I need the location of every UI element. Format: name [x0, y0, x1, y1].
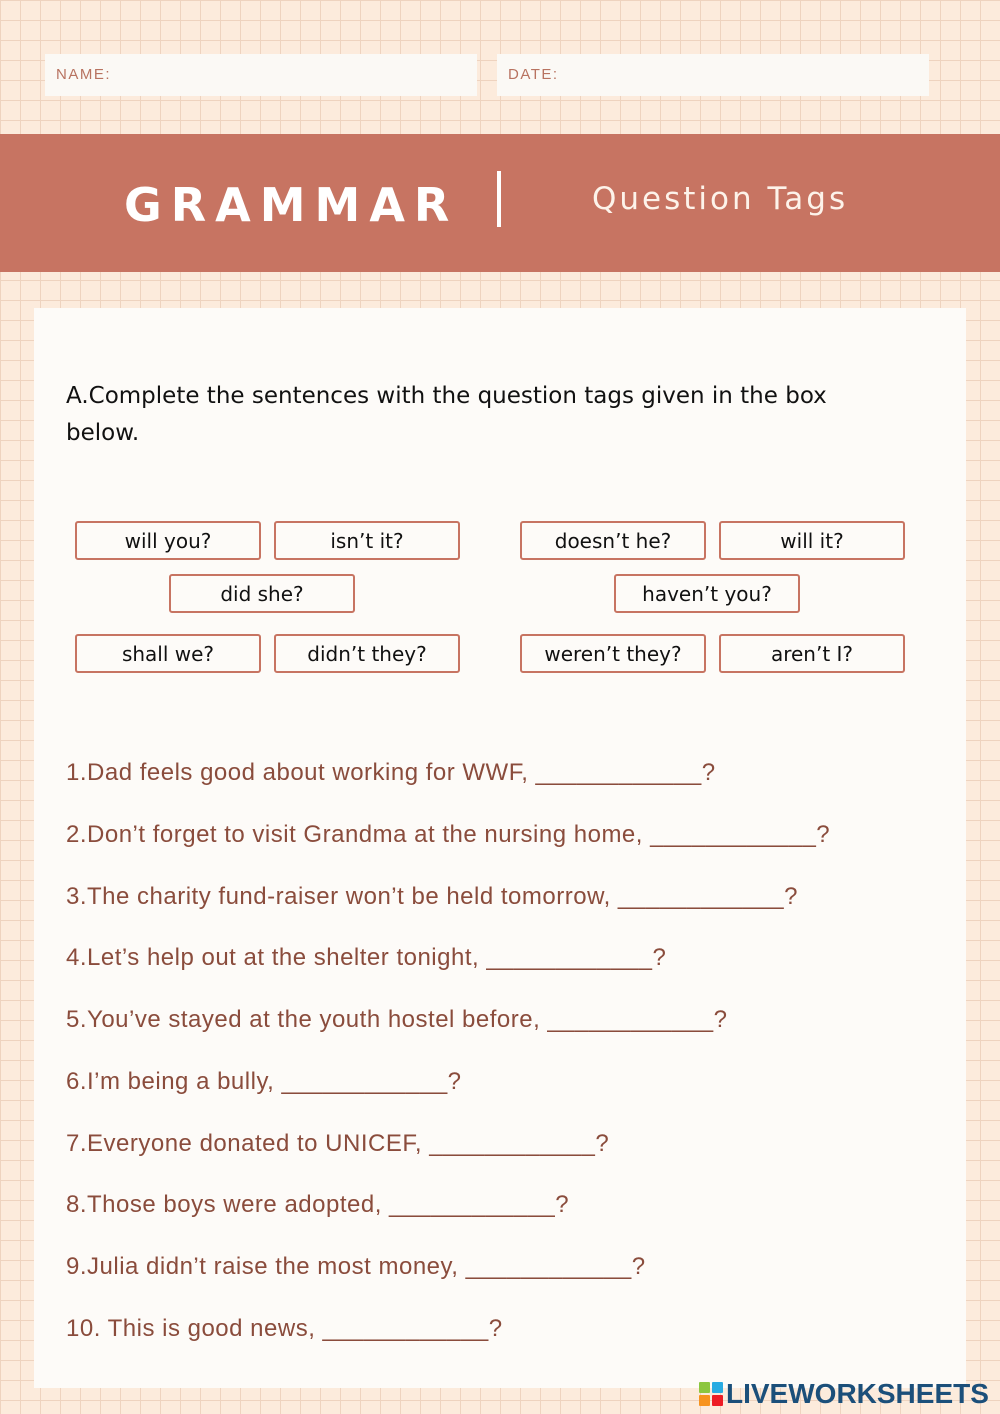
tag-option[interactable]: will you?	[75, 521, 261, 560]
question-item[interactable]: 4.Let’s help out at the shelter tonight, ____________?	[66, 944, 667, 971]
question-item[interactable]: 8.Those boys were adopted, ____________?	[66, 1191, 570, 1218]
question-item[interactable]: 7.Everyone donated to UNICEF, ____________?	[66, 1130, 610, 1157]
tag-option[interactable]: doesn’t he?	[520, 521, 706, 560]
exercise-instruction: A.Complete the sentences with the question tags given in the box below.	[66, 383, 827, 446]
watermark-text: LIVEWORKSHEETS	[726, 1378, 989, 1409]
tag-option[interactable]: will it?	[719, 521, 905, 560]
tag-option[interactable]: shall we?	[75, 634, 261, 673]
name-label: NAME:	[56, 66, 112, 83]
question-item[interactable]: 6.I’m being a bully, ____________?	[66, 1068, 462, 1095]
liveworksheets-logo-icon	[698, 1381, 724, 1407]
name-field[interactable]	[45, 54, 477, 96]
tag-option[interactable]: didn’t they?	[274, 634, 460, 673]
tag-option[interactable]: did she?	[169, 574, 355, 613]
tag-option[interactable]: weren’t they?	[520, 634, 706, 673]
tag-option[interactable]: haven’t you?	[614, 574, 800, 613]
question-item[interactable]: 3.The charity fund-raiser won’t be held tomorrow, ____________?	[66, 883, 798, 910]
banner-divider	[497, 171, 501, 227]
date-label: DATE:	[508, 66, 559, 83]
question-item[interactable]: 1.Dad feels good about working for WWF, ____________?	[66, 759, 716, 786]
question-item[interactable]: 5.You’ve stayed at the youth hostel before, ____________?	[66, 1006, 728, 1033]
question-item[interactable]: 9.Julia didn’t raise the most money, ____________?	[66, 1253, 646, 1280]
banner-subtitle: Question Tags	[592, 181, 849, 217]
tag-option[interactable]: aren’t I?	[719, 634, 905, 673]
question-item[interactable]: 2.Don’t forget to visit Grandma at the nursing home, ____________?	[66, 821, 831, 848]
date-field[interactable]	[497, 54, 929, 96]
question-item[interactable]: 10. This is good news, ____________?	[66, 1315, 503, 1342]
tag-option[interactable]: isn’t it?	[274, 521, 460, 560]
banner-title: GRAMMAR	[124, 178, 459, 232]
liveworksheets-watermark	[698, 1376, 989, 1412]
